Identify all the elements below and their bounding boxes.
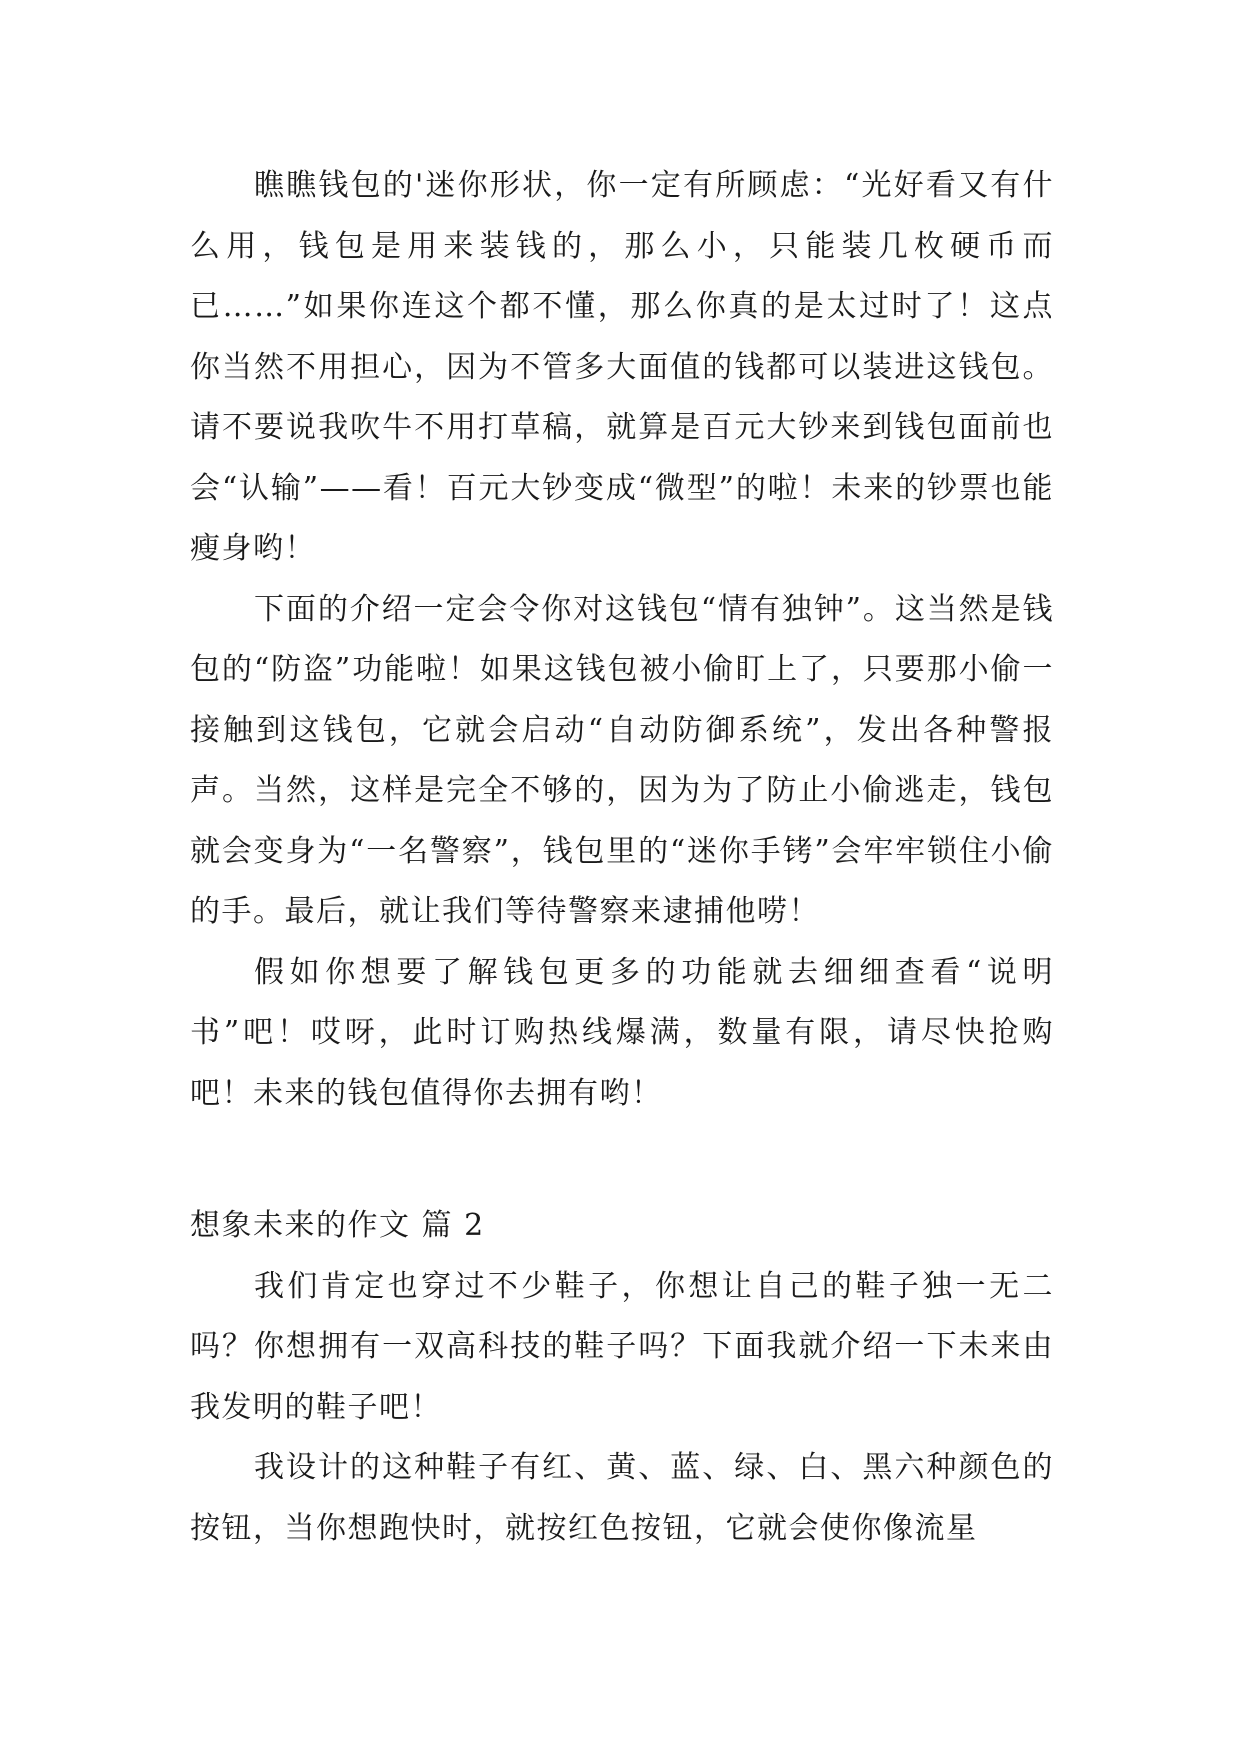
paragraph-wallet-antitheft: 下面的介绍一定会令你对这钱包“情有独钟”。这当然是钱包的“防盗”功能啦！如果这钱包被小偷盯上了，只要那小偷一接触到这钱包，它就会启动“自动防御系统”，发出各种警报声。当然，这样是完全不够的，因为为了防止小偷逃走，钱包就会变身为“一名警察”，钱包里的“迷你手铐”会牢牢锁住小偷的手。最后，就让我们等待警察来逮捕他唠！ <box>190 591 1054 929</box>
section-spacer <box>190 1124 1054 1196</box>
section-heading: 想象未来的作文 篇 2 <box>190 1208 485 1243</box>
paragraph-shoes-buttons: 我设计的这种鞋子有红、黄、蓝、绿、白、黑六种颜色的按钮，当你想跑快时，就按红色按钮，它就会使你像流星 <box>190 1450 1054 1546</box>
paragraph-wallet-closing: 假如你想要了解钱包更多的功能就去细细查看“说明书”吧！哎呀，此时订购热线爆满，数量有限，请尽快抢购吧！未来的钱包值得你去拥有哟！ <box>190 954 1054 1111</box>
paragraph-wallet-size: 瞧瞧钱包的'迷你形状，你一定有所顾虑：“光好看又有什么用，钱包是用来装钱的，那么小，只能装几枚硬币而已……”如果你连这个都不懂，那么你真的是太过时了！这点你当然不用担心，因为不管多大面值的钱都可以装进这钱包。请不要说我吹牛不用打草稿，就算是百元大钞来到钱包面前也会“认输”——看！百元大钞变成“微型”的啦！未来的钞票也能瘦身哟！ <box>190 168 1054 566</box>
document-body <box>190 156 1054 1559</box>
paragraph-shoes-intro: 我们肯定也穿过不少鞋子，你想让自己的鞋子独一无二吗？你想拥有一双高科技的鞋子吗？下面我就介绍一下未来由我发明的鞋子吧！ <box>190 1268 1054 1425</box>
